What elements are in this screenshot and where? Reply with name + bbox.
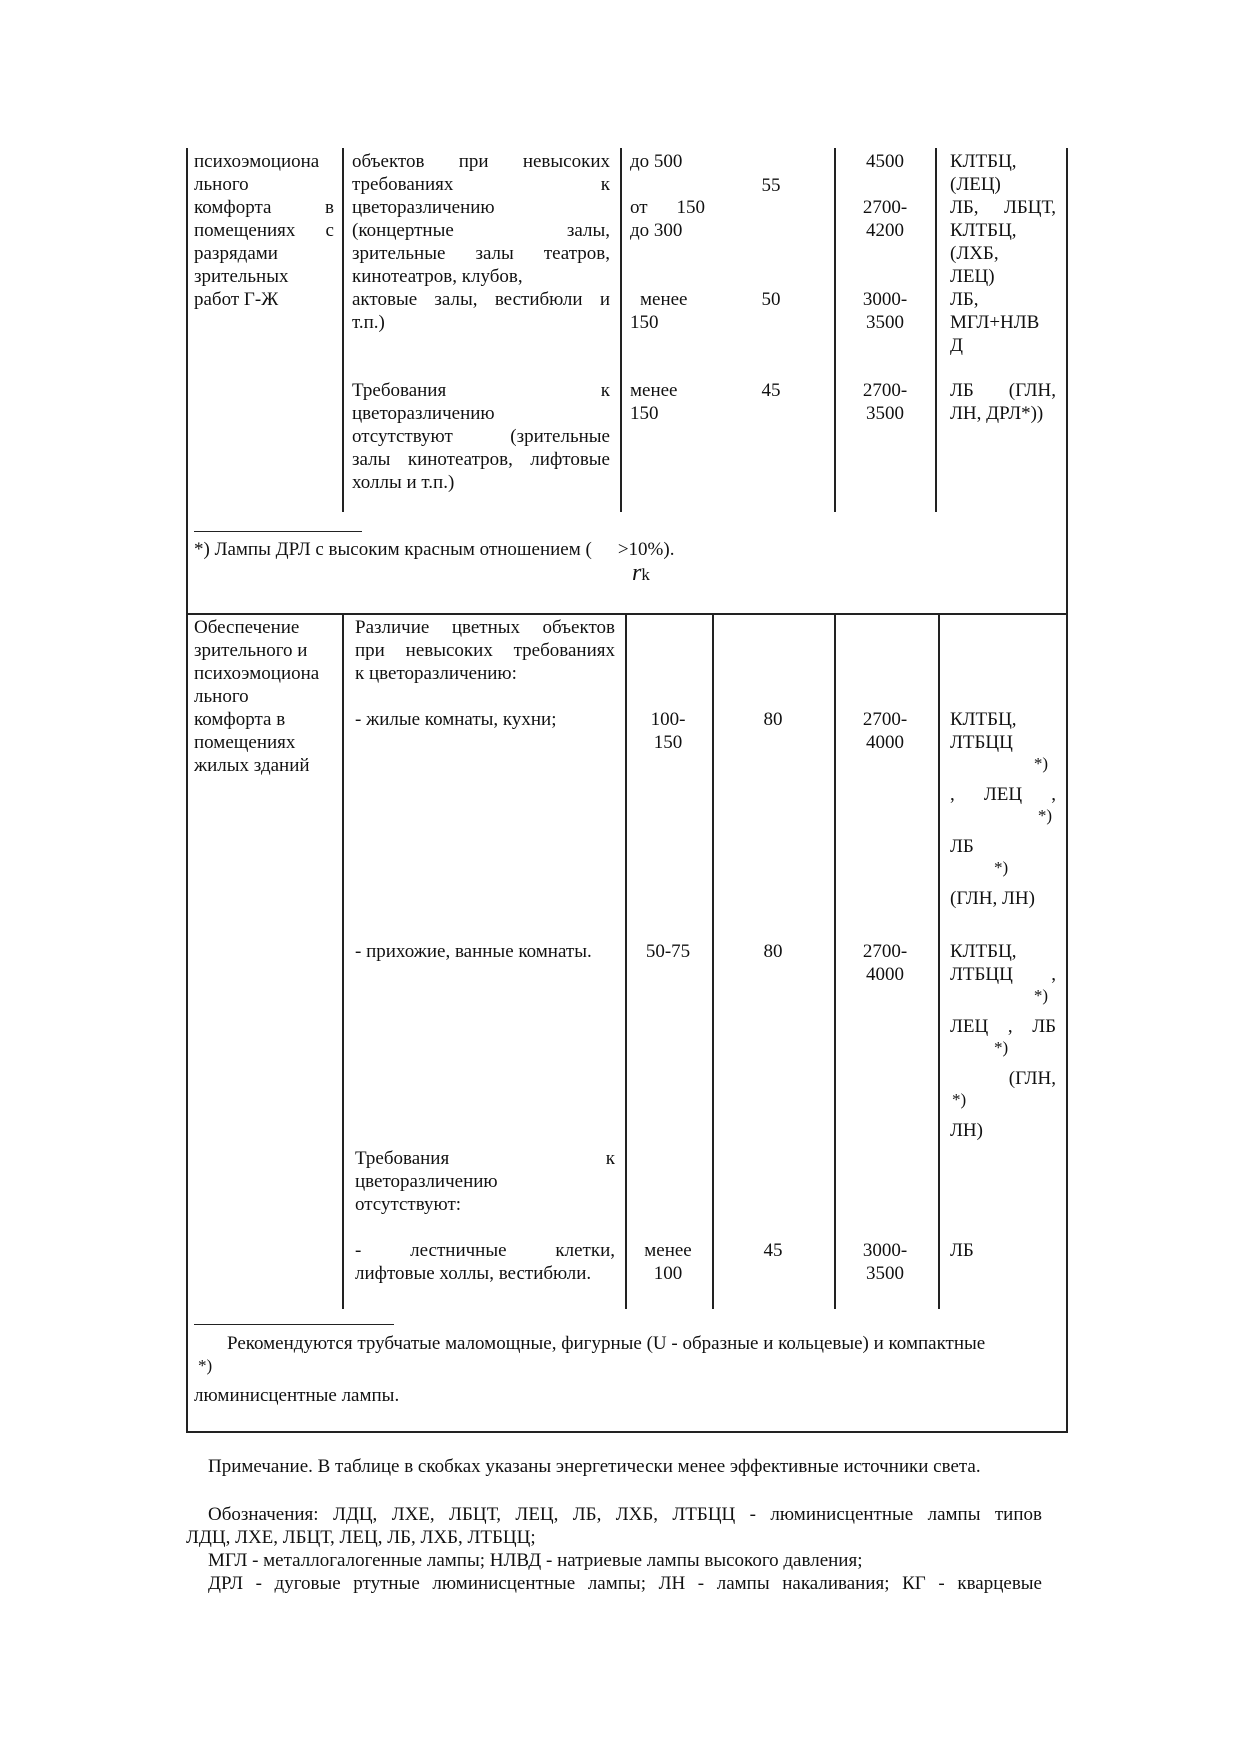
description-cell: - прихожие, ванные комнаты. [355,941,592,962]
lamps-cell: КЛТБЦ, ЛТБЦЦ , *) ЛЕЦ , ЛБ *) (ГЛН, *) ЛН) [950,941,1056,1141]
col-divider [625,614,627,1309]
cri-cell: 80 [763,941,783,962]
table-left-border [186,148,188,1433]
footnote: *) Лампы ДРЛ с высоким красным отношением ( >10%). [194,539,675,560]
lamps-cell: ЛБ, ЛБЦТ, КЛТБЦ, (ЛХБ, ЛЕЦ) [950,197,1056,287]
legend: МГЛ - металлогалогенные лампы; НЛВД - натриевые лампы высокого давления; [208,1550,863,1571]
illuminance-cell: 100- 150 [650,709,686,753]
footnote-rule [194,531,362,532]
table-bottom-border [186,1431,1068,1433]
cri-cell: 80 [763,709,783,730]
color-temp-cell: 2700- 4000 [862,941,908,985]
notes [186,1455,1042,1595]
cri-cell: 45 [763,1240,783,1261]
color-temp-cell: 2700- 4000 [862,709,908,753]
footnote-mark: *) [198,1356,213,1375]
color-temp-cell: 3000- 3500 [862,289,908,333]
lamps-cell: КЛТБЦ, ЛТБЦЦ *) , ЛЕЦ , *) ЛБ *) (ГЛН, ЛН) [950,709,1056,909]
color-temp-cell: 2700- 4200 [862,197,908,241]
col-divider [935,148,937,512]
lamps-cell: ЛБ, МГЛ+НЛВ Д [950,289,1040,356]
legend: Обозначения: ЛДЦ, ЛХЕ, ЛБЦТ, ЛЕЦ, ЛБ, ЛХБ, ЛТБЦЦ - люминисцентные лампы типов [208,1504,1042,1525]
col-divider [342,148,344,512]
cri-cell: 50 [761,289,781,310]
illuminance-cell: менее 100 [644,1240,692,1284]
category-cell: психоэмоциона льного комфорта в помещениях с разрядами зрительных работ Г-Ж [194,151,334,310]
footnote: Рекомендуются трубчатые маломощные, фигурные (U - образные и кольцевые) и компактные [227,1333,986,1354]
cri-cell: 55 [761,175,781,196]
cri-cell: 45 [761,380,781,401]
footnote: люминисцентные лампы. [194,1385,400,1406]
description-cell: объектов при невысоких требованиях к цветоразличению (концертные залы, зрительные залы театров, кинотеатров, клубов, [352,151,610,287]
col-divider [938,614,940,1309]
symbol-r: rk [632,560,650,586]
illuminance-cell: от 150 до 300 [630,197,705,241]
illuminance-cell: до 500 [630,151,683,172]
color-temp-cell: 3000- 3500 [862,1240,908,1284]
legend: ЛДЦ, ЛХЕ, ЛБЦТ, ЛЕЦ, ЛБ, ЛХБ, ЛТБЦЦ; [186,1527,536,1548]
col-divider [834,614,836,1309]
color-temp-cell: 4500 [866,151,904,172]
col-divider [834,148,836,512]
description-cell: - лестничные клетки, лифтовые холлы, вестибюли. [355,1240,615,1284]
footnote-rule [194,1324,394,1325]
category-cell: Обеспечение зрительного и психоэмоциона льного комфорта в помещениях жилых зданий [194,617,320,776]
color-temp-cell: 2700- 3500 [862,380,908,424]
illuminance-cell: 50-75 [645,941,691,962]
col-divider [620,148,622,512]
illuminance-cell: менее 150 [630,289,688,333]
block-separator [186,613,1068,615]
description-cell: - жилые комнаты, кухни; [355,709,557,730]
description-cell: Различие цветных объектов при невысоких требованиях к цветоразличению: [355,617,615,684]
col-divider [712,614,714,1309]
description-cell: актовые залы, вестибюли и т.п.) [352,289,610,333]
lamps-cell: КЛТБЦ, (ЛЕЦ) [950,151,1017,195]
lamps-cell: ЛБ (ГЛН, ЛН, ДРЛ*)) [950,380,1056,424]
illuminance-cell: менее 150 [630,380,678,424]
description-cell: Требования к цветоразличению отсутствуют: [355,1148,615,1215]
col-divider [342,614,344,1309]
lamps-cell: ЛБ [950,1240,974,1261]
table-right-border [1066,148,1068,1433]
description-cell: Требования к цветоразличению отсутствуют (зрительные залы кинотеатров, лифтовые холлы и т.п.) [352,380,610,493]
legend: ДРЛ - дуговые ртутные люминисцентные лампы; ЛН - лампы накаливания; КГ - кварцевые [208,1573,1042,1594]
note: Примечание. В таблице в скобках указаны энергетически менее эффективные источники света. [208,1456,981,1477]
